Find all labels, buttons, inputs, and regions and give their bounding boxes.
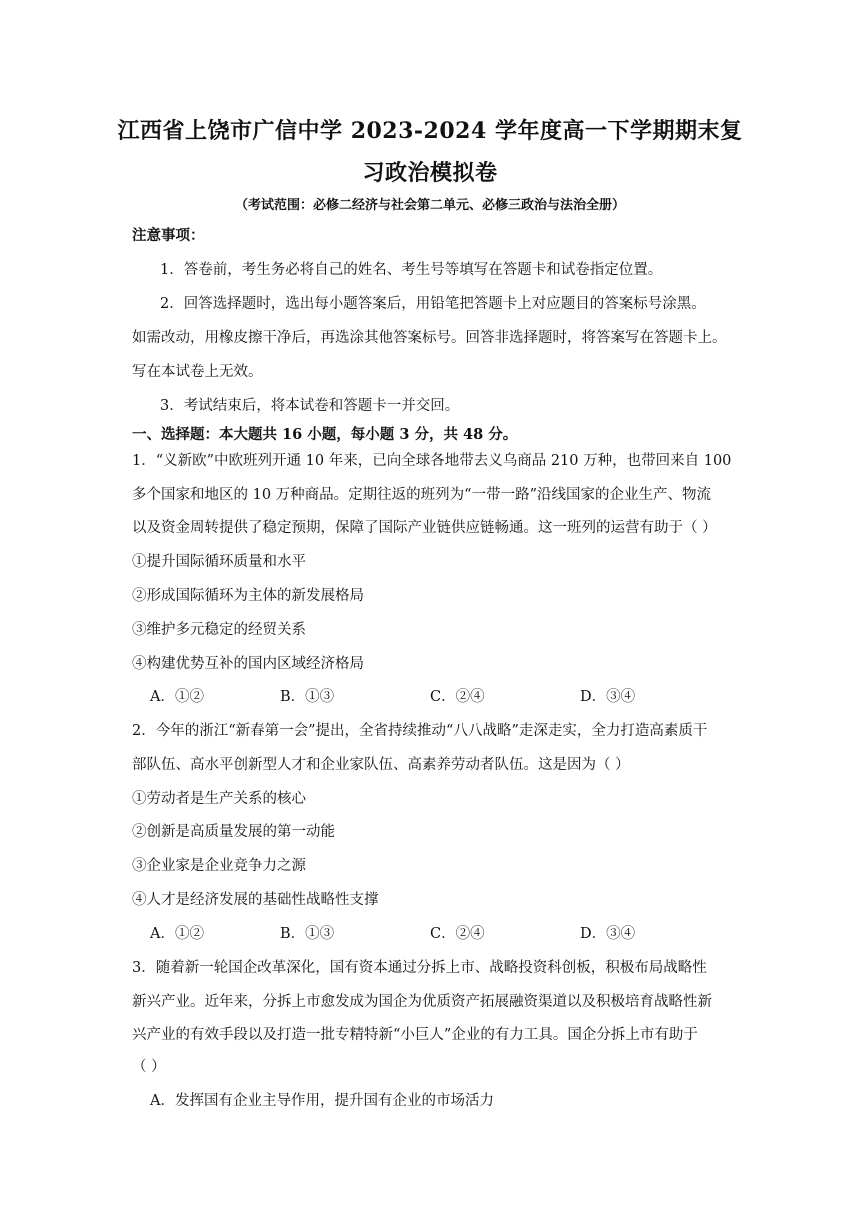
notice-item-2-line-2: 如需改动，用橡皮擦干净后，再选涂其他答案标号。回答非选择题时，将答案写在答题卡上。	[132, 330, 727, 346]
notice-item-3: 3．考试结束后，将本试卷和答题卡一并交回。	[160, 398, 460, 414]
question-2-option-3: ③企业家是企业竞争力之源	[132, 858, 306, 874]
question-2-option-4: ④人才是经济发展的基础性战略性支撑	[132, 892, 379, 908]
question-2-choice-b: B．①③	[280, 926, 335, 942]
exam-title-line-1: 江西省上饶市广信中学 2023-2024 学年度高一下学期期末复	[117, 118, 743, 144]
question-1-option-3: ③维护多元稳定的经贸关系	[132, 622, 306, 638]
question-2-choice-a: A．①②	[150, 926, 204, 942]
question-3-stem-line-2: 新兴产业。近年来，分拆上市愈发成为国企为优质资产拓展融资渠道以及积极培育战略性新	[132, 994, 712, 1010]
question-1-option-1: ①提升国际循环质量和水平	[132, 554, 306, 570]
question-2-choice-d: D．③④	[580, 926, 636, 942]
exam-scope-subtitle: （考试范围：必修二经济与社会第二单元、必修三政治与法治全册）	[234, 198, 625, 213]
question-1-choice-a: A．①②	[150, 689, 204, 705]
question-2-option-2: ②创新是高质量发展的第一动能	[132, 824, 335, 840]
question-1-stem-line-3: 以及资金周转提供了稳定预期，保障了国际产业链供应链畅通。这一班列的运营有助于（ ）	[132, 520, 717, 536]
question-2-choice-c: C．②④	[430, 926, 485, 942]
notice-item-1: 1．答卷前，考生务必将自己的姓名、考生号等填写在答题卡和试卷指定位置。	[160, 262, 663, 278]
question-2-stem-line-2: 部队伍、高水平创新型人才和企业家队伍、高素养劳动者队伍。这是因为（ ）	[132, 757, 630, 773]
question-1-choice-c: C．②④	[430, 689, 485, 705]
question-1-choice-d: D．③④	[580, 689, 636, 705]
question-3-stem-line-4: （ ）	[132, 1059, 166, 1075]
section-heading: 一、选择题：本大题共 16 小题，每小题 3 分，共 48 分。	[132, 426, 518, 443]
question-2-option-1: ①劳动者是生产关系的核心	[132, 791, 306, 807]
question-3-stem-line-1: 3．随着新一轮国企改革深化，国有资本通过分拆上市、战略投资科创板，积极布局战略性	[132, 960, 707, 976]
question-2-choices	[150, 924, 710, 944]
exam-title-line-2: 习政治模拟卷	[362, 160, 498, 186]
question-1-choices	[150, 687, 710, 707]
question-2-stem-line-1: 2．今年的浙江“新春第一会”提出，全省持续推动“八八战略”走深走实，全力打造高素质干	[132, 723, 708, 739]
notice-heading: 注意事项：	[132, 227, 205, 244]
question-1-stem-line-2: 多个国家和地区的 10 万种商品。定期往返的班列为“一带一路”沿线国家的企业生产、物流	[132, 487, 711, 503]
question-3-option-a: A．发挥国有企业主导作用，提升国有企业的市场活力	[150, 1093, 494, 1109]
question-1-option-4: ④构建优势互补的国内区域经济格局	[132, 656, 364, 672]
question-3-stem-line-3: 兴产业的有效手段以及打造一批专精特新“小巨人”企业的有力工具。国企分拆上市有助于	[132, 1027, 698, 1043]
notice-item-2-line-3: 写在本试卷上无效。	[132, 364, 263, 380]
question-1-stem-line-1: 1．“义新欧”中欧班列开通 10 年来，已向全球各地带去义乌商品 210 万种，也带回来自 100	[132, 453, 732, 469]
notice-item-2-line-1: 2．回答选择题时，选出每小题答案后，用铅笔把答题卡上对应题目的答案标号涂黑。	[160, 296, 706, 312]
question-1-option-2: ②形成国际循环为主体的新发展格局	[132, 588, 364, 604]
question-1-choice-b: B．①③	[280, 689, 335, 705]
